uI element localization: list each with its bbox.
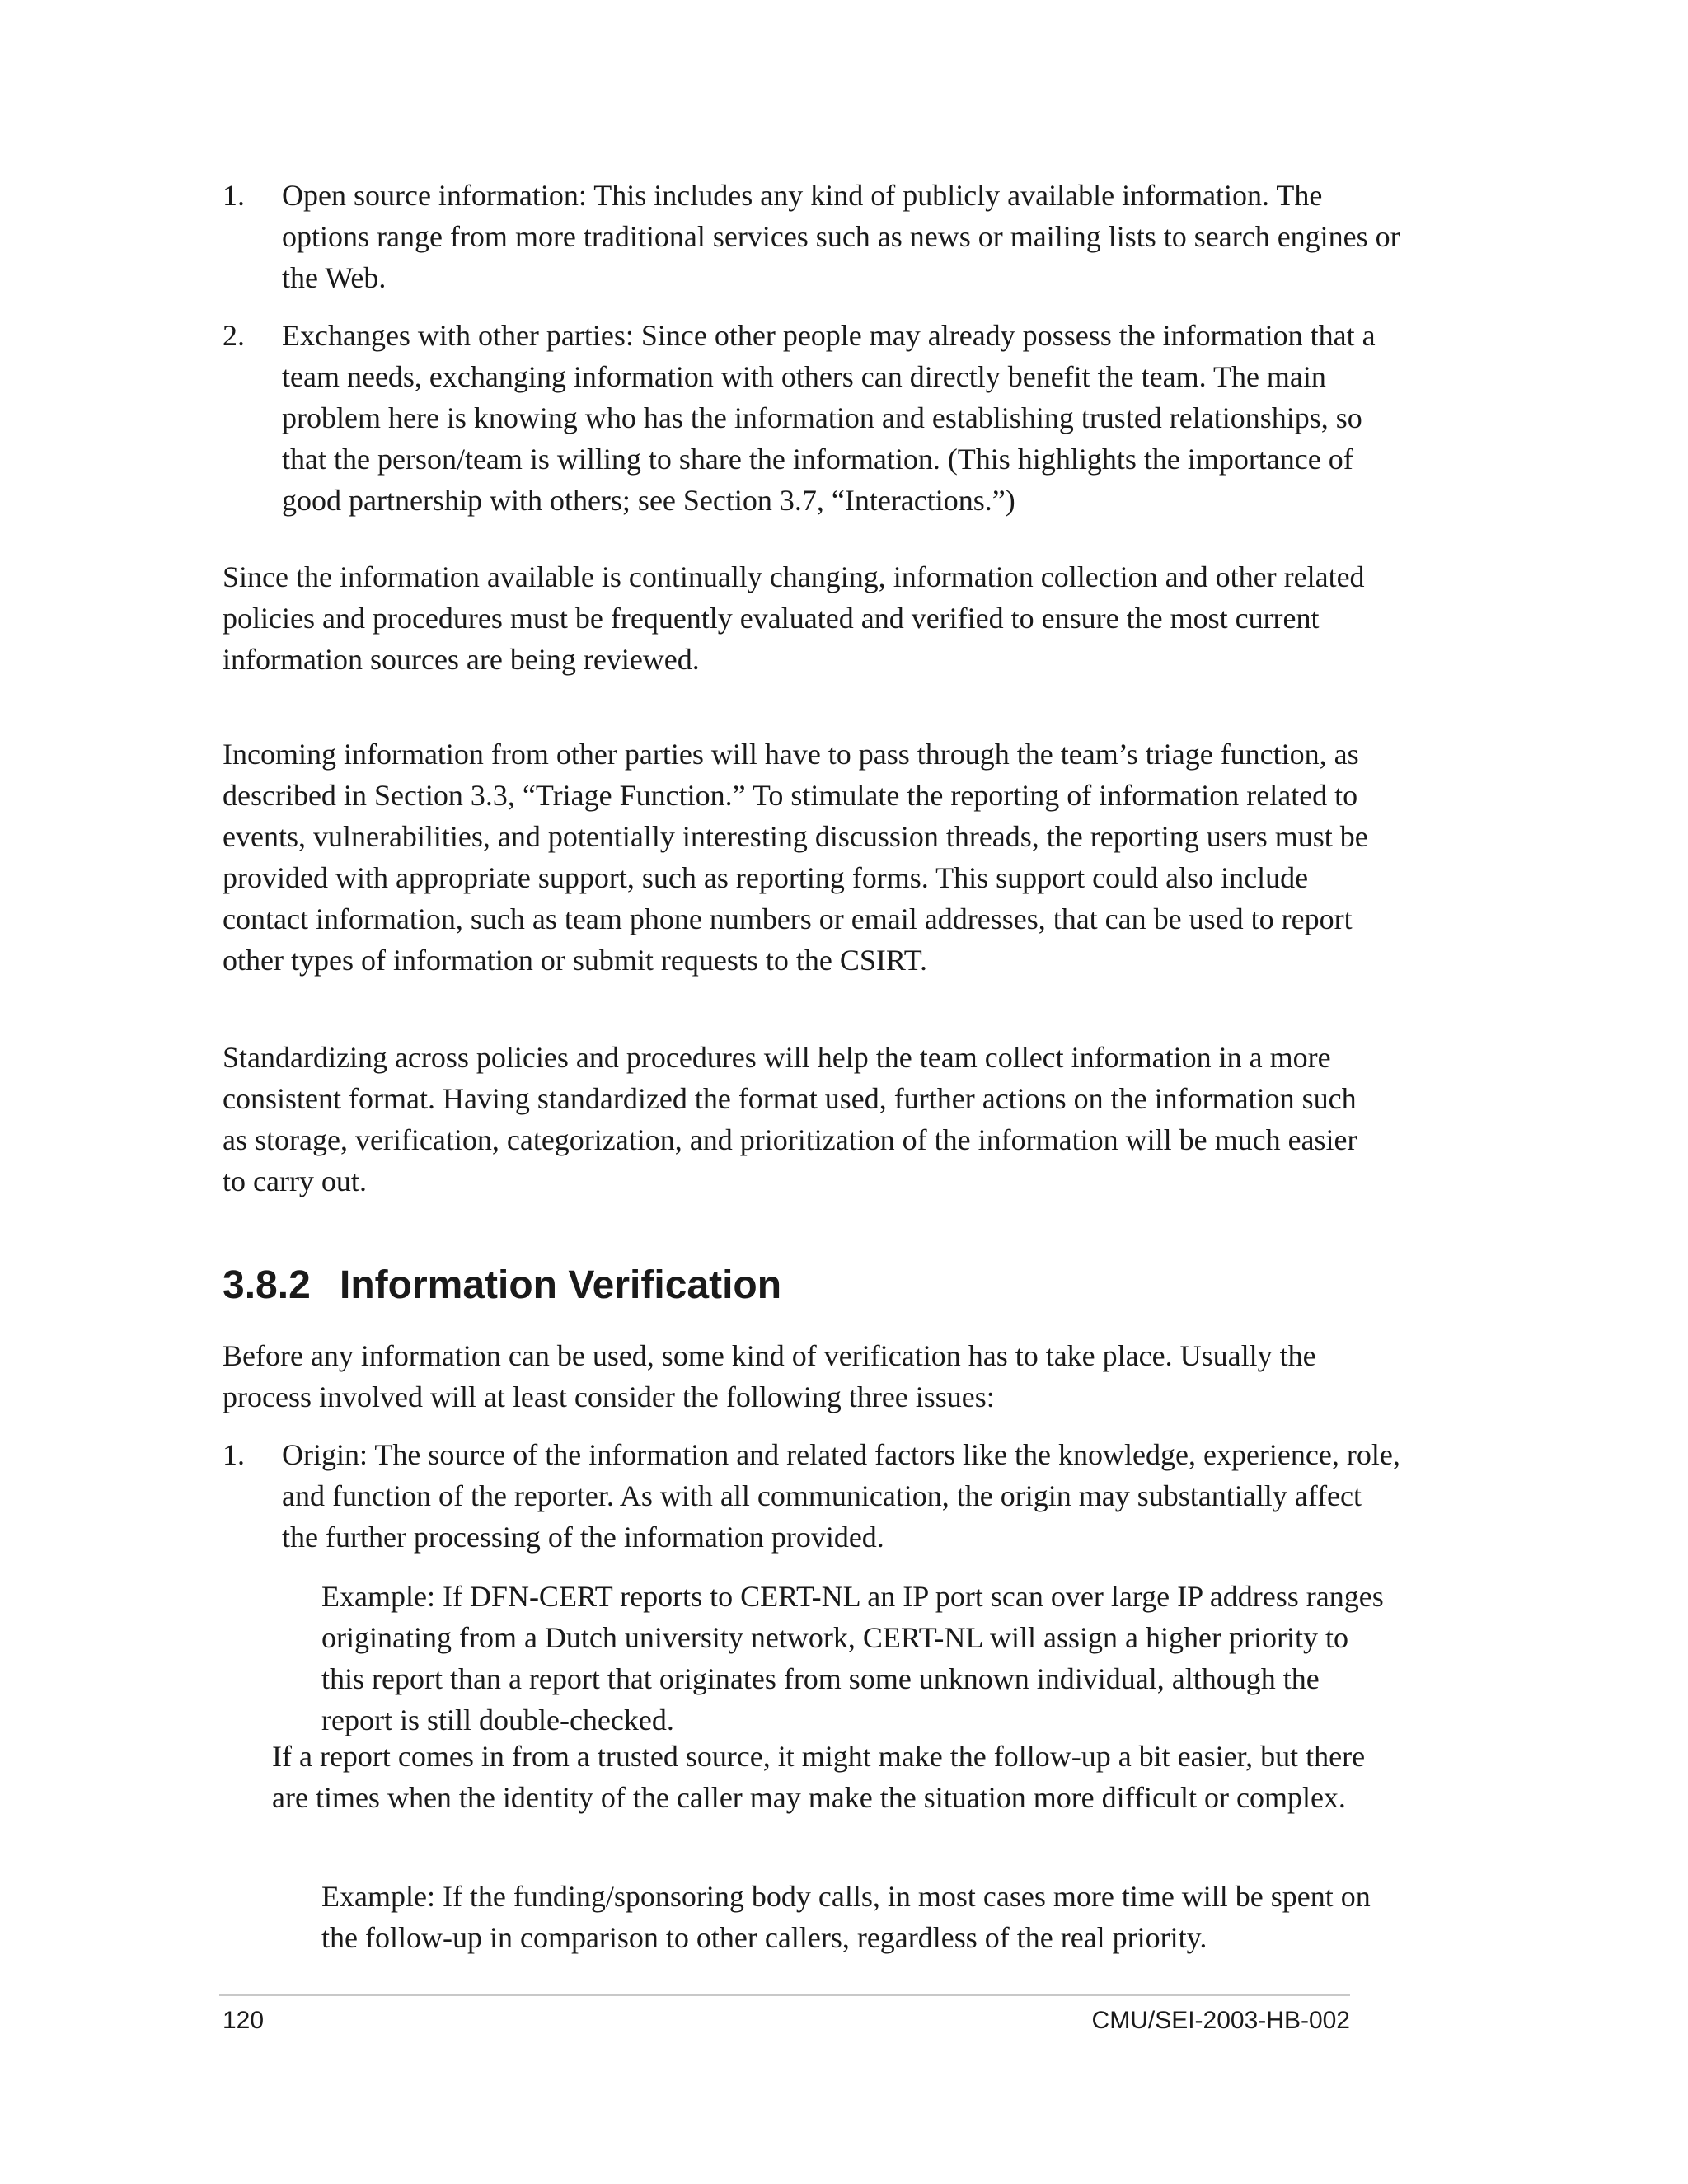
- example-dfn-cert: Example: If DFN-CERT reports to CERT-NL an IP port scan over large IP address ranges originating from a Dutch university network, CERT-NL will assign a higher priority to this report than a report that originates from some unknown individual, although the report is still double-checked.: [321, 1580, 1384, 1736]
- paragraph-standardizing: Standardizing across policies and procedures will help the team collect information in a more consistent format. Having standardized the format used, further actions on the information such as storage, verification, categorization, and prioritization of the information will be much easier to carry out.: [223, 1041, 1357, 1197]
- paragraph-incoming-information: Incoming information from other parties will have to pass through the team’s triage function, as described in Section 3.3, “Triage Function.” To stimulate the reporting of information related to events, vulnerabilities, and potentially interesting discussion threads, the reporting users must be provided with appropriate support, such as reporting forms. This support could also include contact information, such as team phone numbers or email addresses, that can be used to report other types of information or submit requests to the CSIRT.: [223, 738, 1368, 977]
- paragraph-verification-intro: Before any information can be used, some kind of verification has to take place. Usually the process involved will at least consider the following three issues:: [223, 1339, 1316, 1413]
- list-number: 1.: [223, 179, 245, 212]
- list-number: 1.: [223, 1438, 245, 1471]
- section-number: 3.8.2: [223, 1263, 311, 1307]
- list-number: 2.: [223, 319, 245, 352]
- example-funding-body: Example: If the funding/sponsoring body calls, in most cases more time will be spent on the follow-up in comparison to other callers, regardless of the real priority.: [321, 1880, 1371, 1954]
- section-title: Information Verification: [340, 1263, 782, 1307]
- paragraph-information-changing: Since the information available is continually changing, information collection and other related policies and procedures must be frequently evaluated and verified to ensure the most current information sources are being reviewed.: [223, 560, 1365, 676]
- footer-divider: [219, 1994, 1350, 1996]
- page-number: 120: [223, 2007, 265, 2034]
- list-item-exchanges: Exchanges with other parties: Since other people may already possess the information that a team needs, exchanging information with others can directly benefit the team. The main problem here is knowing who has the information and establishing trusted relationships, so that the person/team is willing to share the information. (This highlights the importance of good partnership with others; see Section 3.7, “Interactions.”): [282, 319, 1376, 517]
- paragraph-trusted-source: If a report comes in from a trusted source, it might make the follow-up a bit easier, but there are times when the identity of the caller may make the situation more difficult or complex.: [272, 1740, 1366, 1814]
- list-item-origin: Origin: The source of the information and related factors like the knowledge, experience, role, and function of the reporter. As with all communication, the origin may substantially affect the further processing of the information provided.: [282, 1438, 1400, 1554]
- list-item-open-source: Open source information: This includes any kind of publicly available information. The options range from more traditional services such as news or mailing lists to search engines or the Web.: [282, 179, 1400, 294]
- section-heading: [223, 1261, 781, 1310]
- document-id: CMU/SEI-2003-HB-002: [1091, 2007, 1350, 2034]
